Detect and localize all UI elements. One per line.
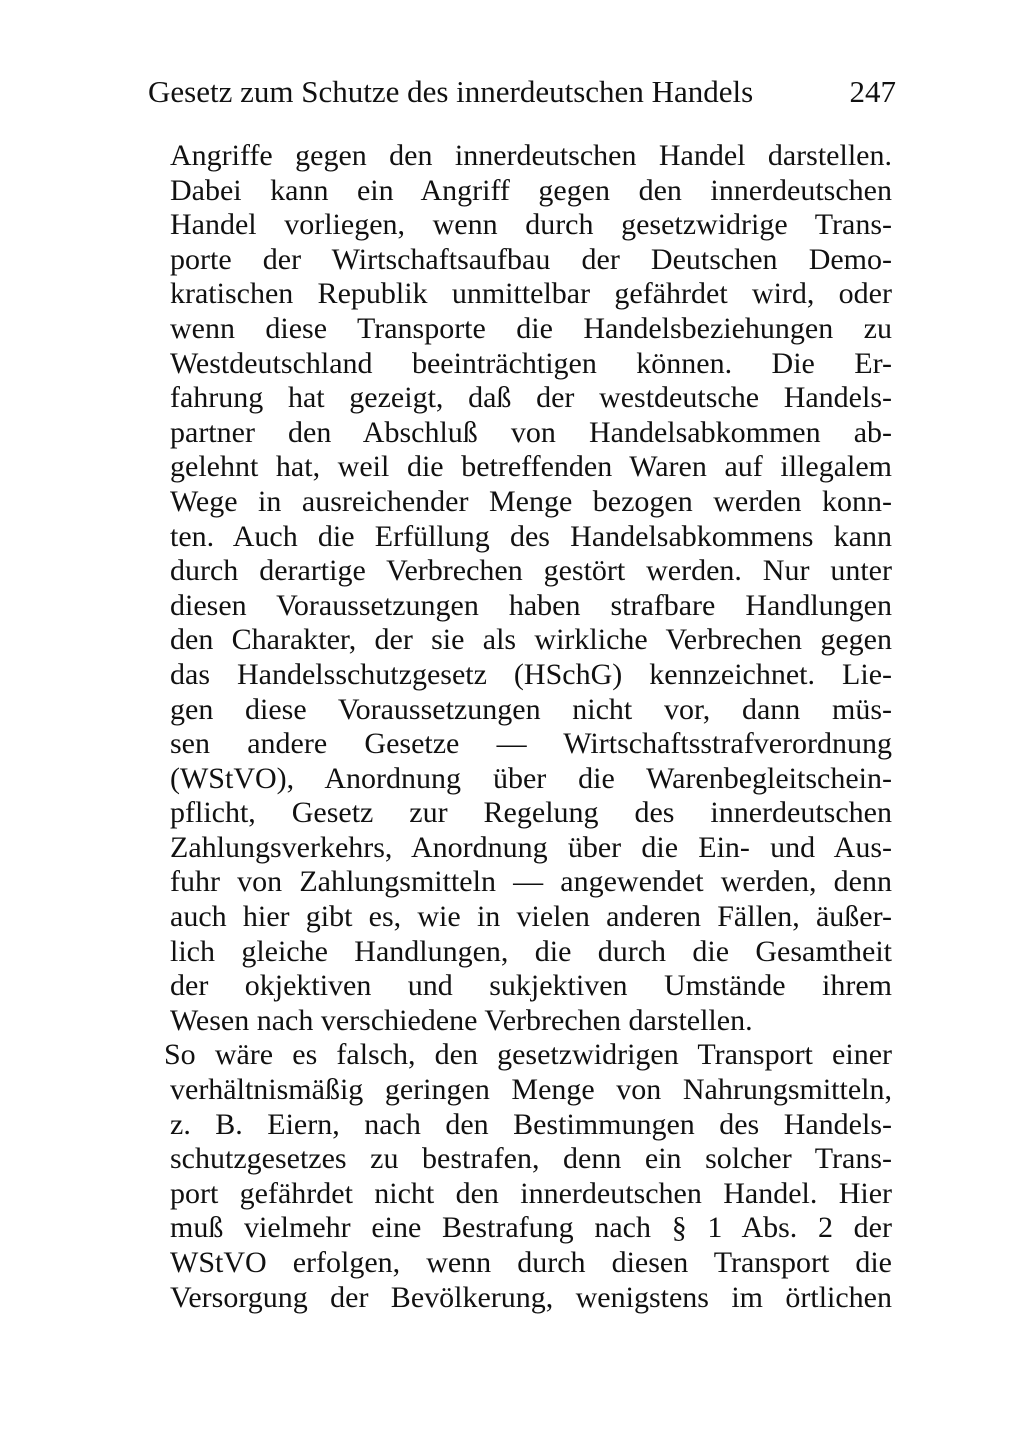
text-line: auch hier gibt es, wie in vielen anderen Fällen, äußer- bbox=[170, 900, 892, 934]
text-line: pflicht, Gesetz zur Regelung des innerdeutschen bbox=[170, 796, 892, 830]
text-line: Westdeutschland beeinträchtigen können. Die Er- bbox=[170, 346, 892, 380]
text-line: kratischen Republik unmittelbar gefährdet wird, oder bbox=[170, 277, 892, 311]
running-head bbox=[148, 70, 896, 114]
text-line: z. B. Eiern, nach den Bestimmungen des Handels- bbox=[170, 1107, 892, 1141]
text-line: Zahlungsverkehrs, Anordnung über die Ein- und Aus- bbox=[170, 830, 892, 864]
text-line: gelehnt hat, weil die betreffenden Waren auf illegalem bbox=[170, 450, 892, 484]
text-line: fuhr von Zahlungsmitteln — angewendet werden, denn bbox=[170, 865, 892, 899]
text-line: ten. Auch die Erfüllung des Handelsabkommens kann bbox=[170, 519, 892, 553]
text-line: schutzgesetzes zu bestrafen, denn ein solcher Trans- bbox=[170, 1142, 892, 1176]
text-line: Dabei kann ein Angriff gegen den innerdeutschen bbox=[170, 173, 892, 207]
text-line: durch derartige Verbrechen gestört werden. Nur unter bbox=[170, 554, 892, 588]
page-number: 247 bbox=[849, 74, 896, 109]
text-line: lich gleiche Handlungen, die durch die Gesamtheit bbox=[170, 934, 892, 968]
text-line: So wäre es falsch, den gesetzwidrigen Transport einer bbox=[164, 1038, 892, 1072]
text-line: (WStVO), Anordnung über die Warenbegleitschein- bbox=[170, 761, 892, 795]
text-line: fahrung hat gezeigt, daß der westdeutsche Handels- bbox=[170, 381, 892, 415]
text-line: Versorgung der Bevölkerung, wenigstens im örtlichen bbox=[170, 1280, 892, 1314]
body-text bbox=[164, 139, 892, 1315]
text-line: porte der Wirtschaftsaufbau der Deutschen Demo- bbox=[170, 242, 892, 276]
text-line: Angriffe gegen den innerdeutschen Handel darstellen. bbox=[170, 139, 892, 172]
text-line: den Charakter, der sie als wirkliche Verbrechen gegen bbox=[170, 623, 892, 657]
text-line: partner den Abschluß von Handelsabkommen ab- bbox=[170, 415, 892, 449]
text-line: Handel vorliegen, wenn durch gesetzwidrige Trans- bbox=[170, 208, 892, 242]
text-line: wenn diese Transporte die Handelsbeziehungen zu bbox=[170, 311, 892, 345]
text-line: gen diese Voraussetzungen nicht vor, dann müs- bbox=[170, 692, 892, 726]
text-line: diesen Voraussetzungen haben strafbare Handlungen bbox=[170, 588, 892, 622]
text-line: der okjektiven und sukjektiven Umstände ihrem bbox=[170, 969, 892, 1003]
text-line: sen andere Gesetze — Wirtschaftsstrafverordnung bbox=[170, 727, 892, 761]
running-head-title: Gesetz zum Schutze des innerdeutschen Handels bbox=[148, 74, 754, 109]
text-line: verhältnismäßig geringen Menge von Nahrungsmitteln, bbox=[170, 1073, 892, 1107]
text-line: Wege in ausreichender Menge bezogen werden konn- bbox=[170, 484, 892, 518]
text-line: WStVO erfolgen, wenn durch diesen Transport die bbox=[170, 1246, 892, 1279]
text-line: Wesen nach verschiedene Verbrechen darstellen. bbox=[170, 1003, 753, 1037]
text-line: muß vielmehr eine Bestrafung nach § 1 Abs. 2 der bbox=[170, 1211, 892, 1245]
text-line: das Handelsschutzgesetz (HSchG) kennzeichnet. Lie- bbox=[170, 657, 892, 691]
text-line: port gefährdet nicht den innerdeutschen Handel. Hier bbox=[170, 1176, 892, 1210]
